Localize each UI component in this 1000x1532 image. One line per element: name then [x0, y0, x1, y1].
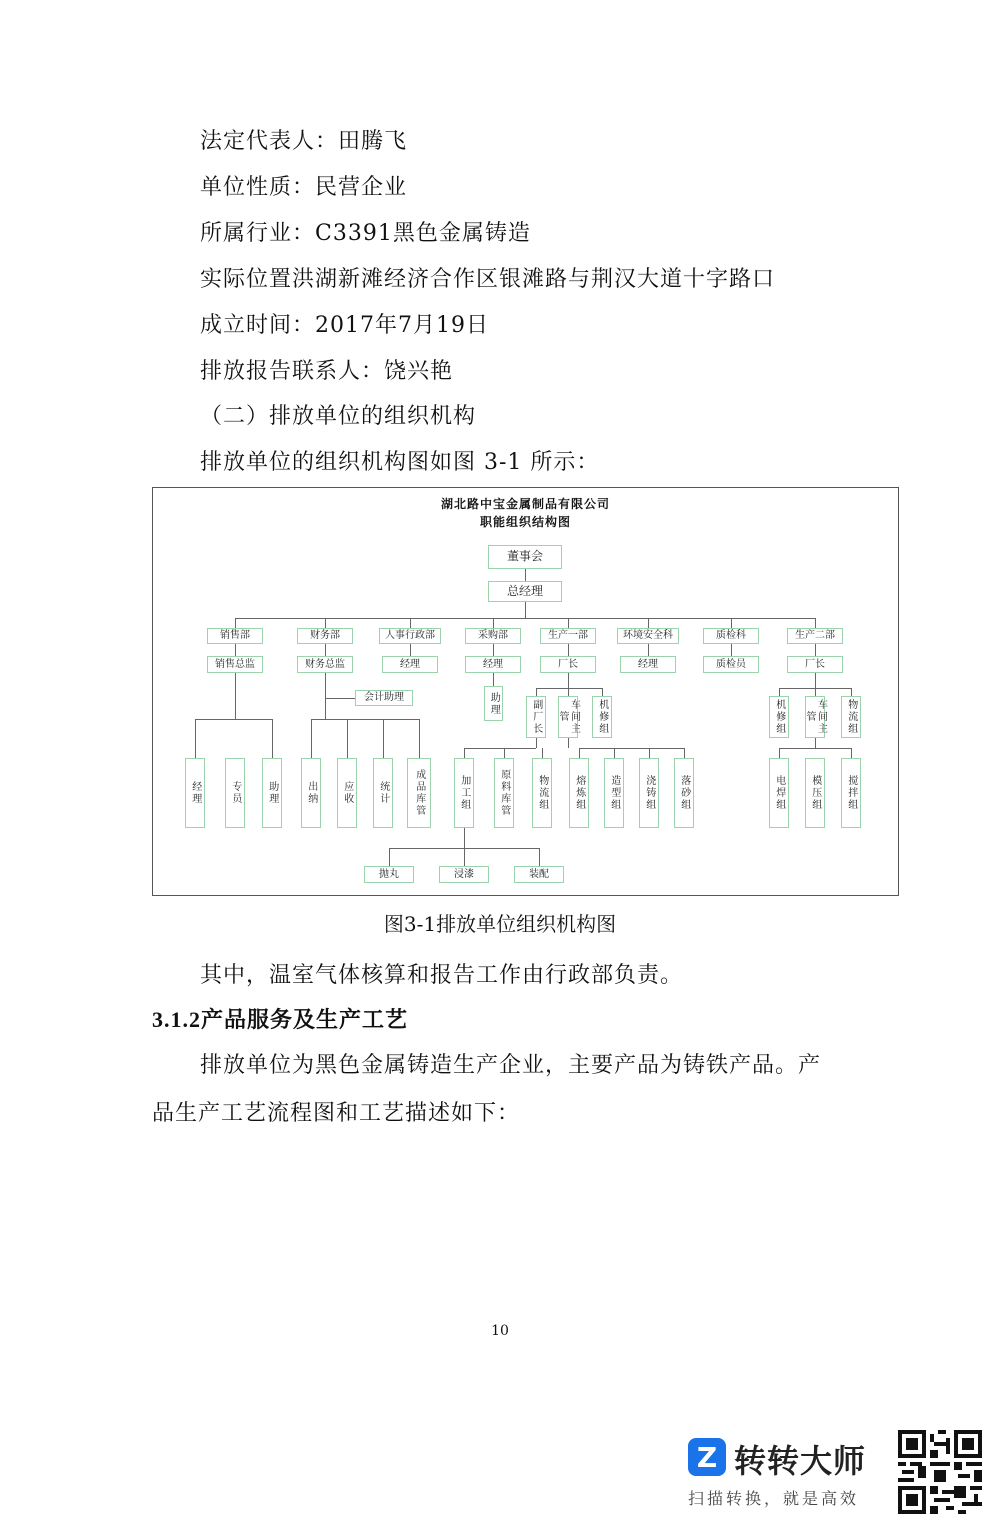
info-line-location: 实际位置洪湖新滩经济合作区银滩路与荆汉大道十字路口 — [200, 267, 776, 292]
prod2-sub-box: 物流组 — [841, 696, 861, 738]
connector-line — [493, 673, 494, 686]
connector-line — [464, 828, 465, 848]
connector-line — [579, 748, 580, 758]
connector-line — [272, 719, 273, 758]
prod2-team-box: 电焊组 — [769, 758, 789, 828]
info-line-industry: 所属行业：C3391黑色金属铸造 — [200, 221, 531, 246]
connector-line — [493, 644, 494, 656]
paragraph-responsibility: 其中，温室气体核算和报告工作由行政部负责。 — [200, 963, 684, 988]
qr-code-icon — [898, 1430, 982, 1514]
connector-line — [579, 748, 684, 749]
connector-line — [410, 644, 411, 656]
connector-line — [815, 673, 816, 688]
org-chart-title: 湖北路中宝金属制品有限公司 — [440, 497, 610, 511]
prod1-team-box: 造型组 — [604, 758, 624, 828]
watermark-slogan: 扫描转换，就是高效 — [688, 1489, 860, 1508]
prod1-team-box: 原料库管 — [494, 758, 514, 828]
connector-line — [684, 748, 685, 758]
z-logo-icon: Z — [688, 1438, 726, 1476]
finance-team-box: 成品库管 — [407, 758, 431, 828]
connector-line — [649, 748, 650, 758]
connector-line — [779, 688, 780, 696]
connector-line — [325, 673, 326, 719]
connector-line — [464, 748, 465, 758]
connector-line — [347, 719, 348, 758]
connector-line — [568, 688, 569, 696]
connector-line — [419, 719, 420, 758]
org-chart-subtitle: 职能组织结构图 — [479, 515, 571, 529]
connector-line — [648, 618, 649, 628]
connector-line — [464, 748, 536, 749]
head-finance-box: 财务总监 — [297, 656, 353, 673]
head-production1-box: 厂长 — [540, 656, 596, 673]
connector-line — [815, 618, 816, 628]
prod1-sub-box: 机修组 — [592, 696, 612, 738]
connector-line — [779, 748, 851, 749]
connector-line — [815, 644, 816, 656]
connector-line — [602, 688, 603, 696]
connector-line — [648, 644, 649, 656]
connector-line — [536, 738, 537, 748]
connector-line — [235, 644, 236, 656]
head-qc-box: 质检员 — [703, 656, 759, 673]
connector-line — [851, 748, 852, 758]
connector-line — [235, 673, 236, 719]
connector-line — [568, 673, 569, 688]
figure-intro: 排放单位的组织机构图如图 3-1 所示： — [200, 450, 600, 475]
dept-hr-admin-box: 人事行政部 — [379, 628, 441, 644]
processing-step-box: 装配 — [514, 866, 564, 883]
processing-step-box: 浸漆 — [439, 866, 489, 883]
connector-line — [614, 748, 615, 758]
prod2-sub-box: 车间主管 — [805, 696, 825, 738]
info-line-founded: 成立时间：2017年7月19日 — [200, 313, 489, 338]
connector-line — [493, 618, 494, 628]
head-sales-box: 销售总监 — [207, 656, 263, 673]
connector-line — [539, 848, 540, 866]
dept-sales-box: 销售部 — [207, 628, 263, 644]
head-production2-box: 厂长 — [787, 656, 843, 673]
paragraph-product-line2: 品生产工艺流程图和工艺描述如下： — [152, 1101, 521, 1126]
connector-line — [568, 644, 569, 656]
connector-line — [311, 719, 312, 758]
connector-line — [731, 618, 732, 628]
connector-line — [195, 719, 196, 758]
dept-purchasing-box: 采购部 — [465, 628, 521, 644]
connector-line — [525, 602, 526, 618]
connector-line — [815, 688, 816, 696]
connector-line — [504, 748, 505, 758]
prod1-sub-box: 副厂长 — [526, 696, 546, 738]
prod1-team-box: 浇铸组 — [639, 758, 659, 828]
finance-team-box: 统计 — [373, 758, 393, 828]
watermark-logo — [688, 1432, 888, 1512]
dept-production2-box: 生产二部 — [787, 628, 843, 644]
connector-line — [542, 748, 543, 758]
section-heading: 3.1.2产品服务及生产工艺 — [152, 1007, 409, 1032]
prod2-team-box: 模压组 — [805, 758, 825, 828]
connector-line — [325, 644, 326, 656]
page-number: 10 — [491, 1323, 509, 1339]
connector-line — [325, 698, 355, 699]
info-line-contact: 排放报告联系人：饶兴艳 — [200, 359, 454, 384]
connector-line — [311, 719, 419, 720]
connector-line — [815, 738, 816, 748]
sales-team-box: 专员 — [225, 758, 245, 828]
prod1-team-box: 熔炼组 — [569, 758, 589, 828]
gm-box: 总经理 — [488, 581, 562, 602]
prod2-sub-box: 机修组 — [769, 696, 789, 738]
connector-line — [731, 644, 732, 656]
watermark-brand: 转转大师 — [734, 1442, 867, 1480]
connector-line — [851, 688, 852, 696]
board-box: 董事会 — [488, 545, 562, 569]
prod1-team-box: 落砂组 — [674, 758, 694, 828]
figure-caption: 图3-1排放单位组织机构图 — [383, 912, 617, 936]
connector-line — [325, 618, 326, 628]
finance-team-box: 应收 — [337, 758, 357, 828]
connector-line — [410, 618, 411, 628]
head-env-safety-box: 经理 — [620, 656, 676, 673]
connector-line — [536, 688, 537, 696]
dept-production1-box: 生产一部 — [540, 628, 596, 644]
head-hr-admin-box: 经理 — [382, 656, 438, 673]
connector-line — [383, 719, 384, 758]
prod2-team-box: 搅拌组 — [841, 758, 861, 828]
connector-line — [525, 569, 526, 581]
finance-team-box: 出纳 — [301, 758, 321, 828]
connector-line — [568, 738, 569, 748]
sales-team-box: 助理 — [262, 758, 282, 828]
connector-line — [568, 618, 569, 628]
dept-qc-box: 质检科 — [703, 628, 759, 644]
connector-line — [464, 848, 465, 866]
head-purchasing-box: 经理 — [465, 656, 521, 673]
info-line-legal-rep: 法定代表人：田腾飞 — [200, 129, 408, 154]
connector-line — [779, 748, 780, 758]
prod1-sub-box: 车间主管 — [558, 696, 578, 738]
connector-line — [235, 618, 236, 628]
org-chart — [152, 487, 899, 896]
prod1-team-box: 物流组 — [532, 758, 552, 828]
dept-finance-box: 财务部 — [297, 628, 353, 644]
dept-env-safety-box: 环境安全科 — [617, 628, 679, 644]
prod1-team-box: 加工组 — [454, 758, 474, 828]
connector-line — [195, 719, 272, 720]
info-line-nature: 单位性质：民营企业 — [200, 175, 408, 200]
sales-team-box: 经理 — [185, 758, 205, 828]
accounting-assistant-box: 会计助理 — [355, 690, 413, 706]
paragraph-product-line1: 排放单位为黑色金属铸造生产企业，主要产品为铸铁产品。产 — [200, 1053, 822, 1078]
connector-line — [389, 848, 390, 866]
connector-line — [536, 688, 602, 689]
subsection-title: （二）排放单位的组织机构 — [200, 404, 477, 429]
connector-line — [235, 618, 815, 619]
processing-step-box: 抛丸 — [364, 866, 414, 883]
purchasing-assistant-box: 助理 — [484, 686, 503, 721]
